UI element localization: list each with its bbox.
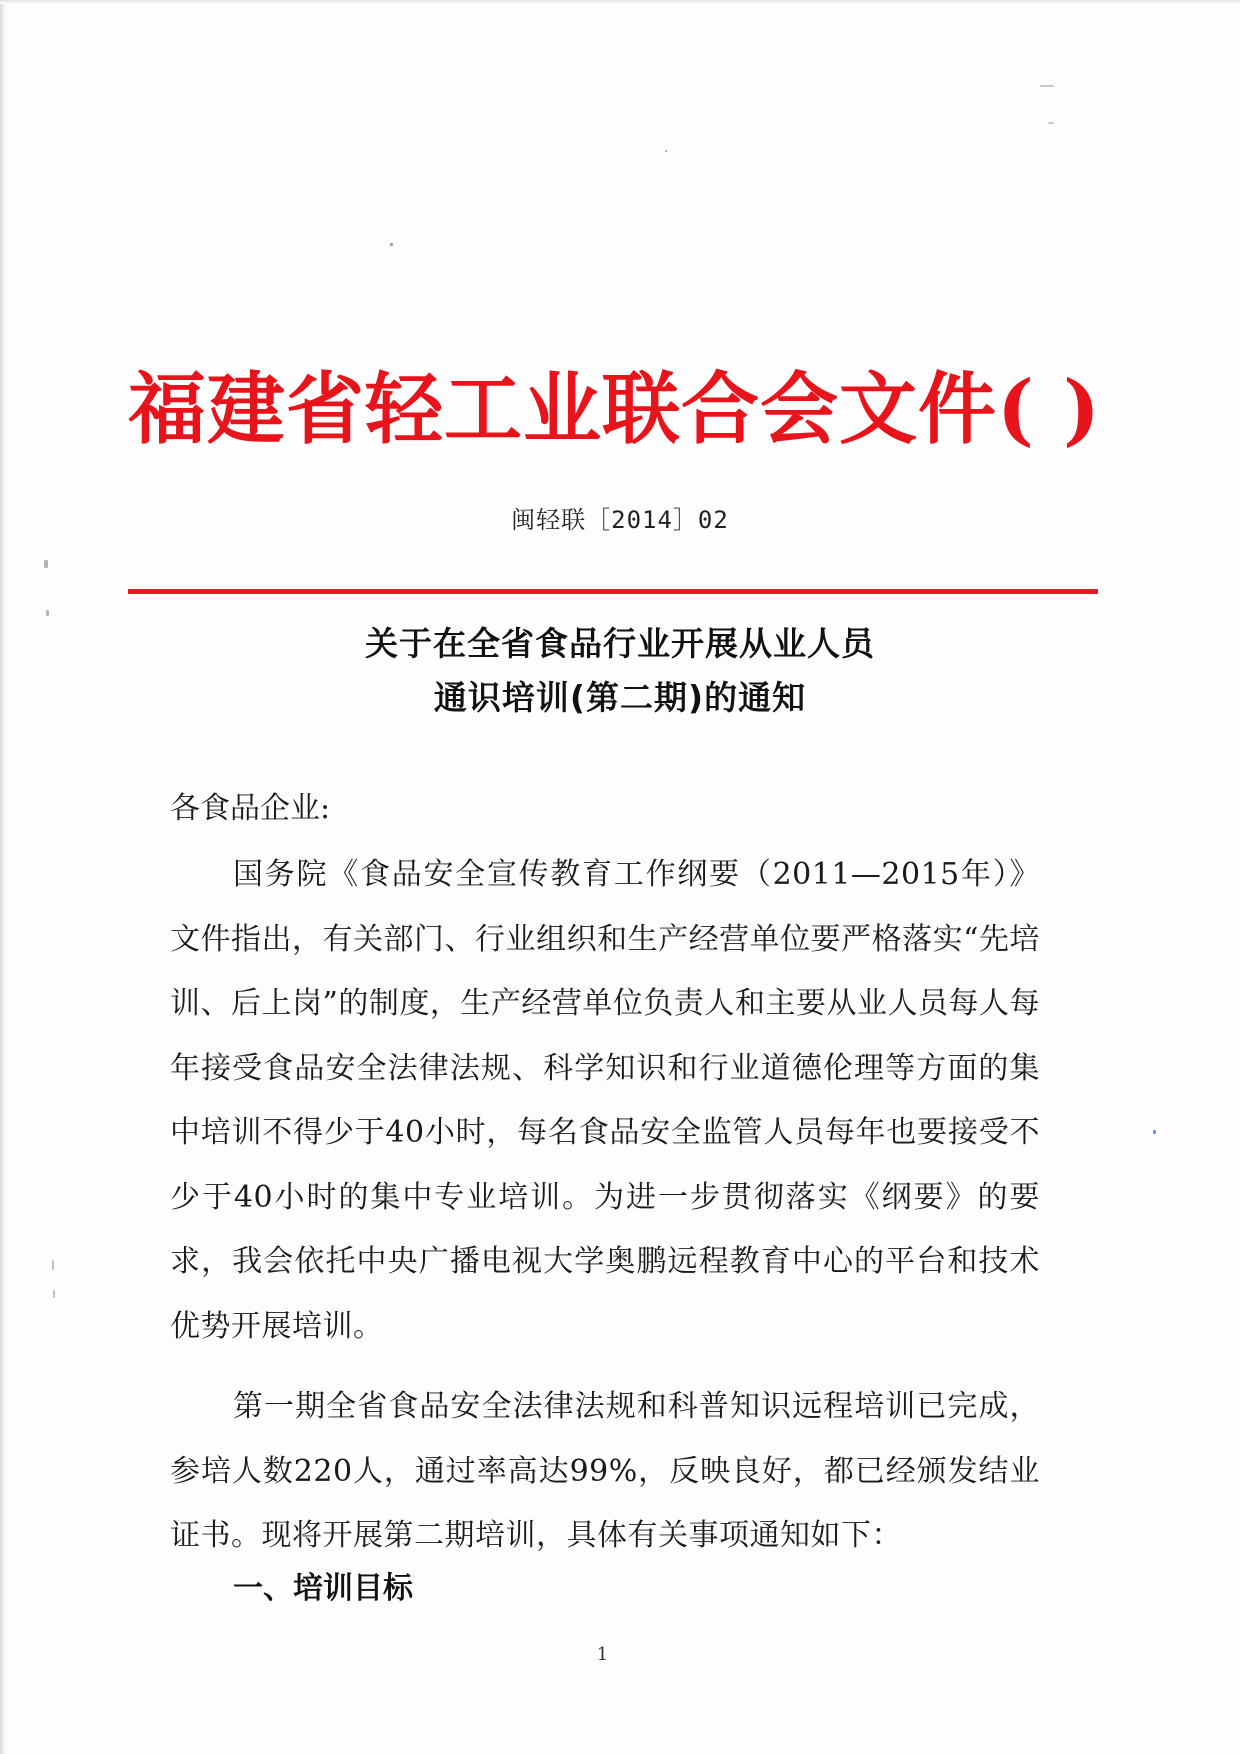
document-title-line-2: 通识培训(第二期)的通知 xyxy=(433,678,807,717)
salutation: 各食品企业: xyxy=(170,791,331,826)
scan-speck xyxy=(390,243,393,246)
document-title-line-1: 关于在全省食品行业开展从业人员 xyxy=(365,624,875,663)
scan-speck xyxy=(1153,1130,1156,1134)
scan-speck xyxy=(52,1260,54,1270)
scan-edge-left xyxy=(0,0,6,1754)
org-header-title: 福建省轻工业联合会文件( ) xyxy=(128,364,1101,455)
scan-edge-top xyxy=(0,0,1240,4)
body-paragraph-2: 第一期全省食品安全法律法规和科普知识远程培训已完成，参培人数220人，通过率高达99%，反映良好，都已经颁发结业证书。现将开展第二期培训，具体有关事项通知如下： xyxy=(170,1389,1040,1553)
page-number: 1 xyxy=(596,1644,609,1665)
scan-speck xyxy=(1048,122,1054,124)
scan-speck xyxy=(44,560,48,568)
scan-speck xyxy=(1040,85,1054,87)
header-divider-rule xyxy=(128,589,1098,594)
document-number: 闽轻联［2014］02 xyxy=(511,506,729,534)
scan-speck xyxy=(665,150,667,152)
scan-speck xyxy=(46,610,49,616)
body-paragraph-1: 国务院《食品安全宣传教育工作纲要（2011—2015年）》文件指出，有关部门、行业组织和生产经营单位要严格落实“先培训、后上岗”的制度，生产经营单位负责人和主要从业人员每人每年接受食品安全法律法规、科学知识和行业道德伦理等方面的集中培训不得少于40小时，每名食品安全监管人员每年也要接受不少于40小时的集中专业培训。为进一步贯彻落实《纲要》的要求，我会依托中央广播电视大学奥鹏远程教育中心的平台和技术优势开展培训。 xyxy=(170,857,1040,1344)
section-heading-1: 一、培训目标 xyxy=(233,1571,413,1606)
scan-speck xyxy=(53,1290,55,1298)
